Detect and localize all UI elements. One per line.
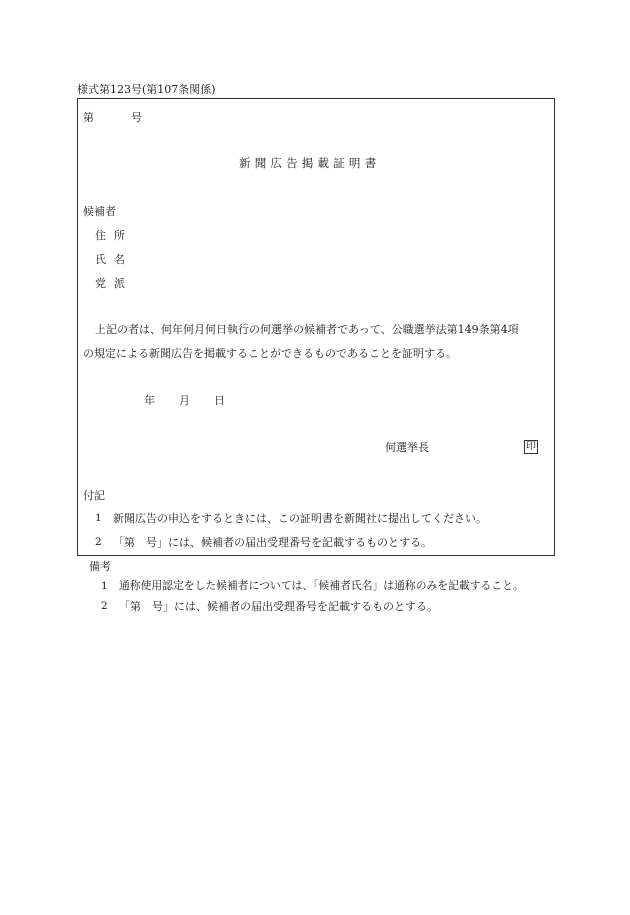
date-year-label: 年 (144, 394, 155, 407)
page-title: 新聞広告掲載証明書 (239, 156, 381, 170)
party-label: 党派 (95, 277, 133, 290)
form-number-label: 様式第123号(第107条関係) (77, 83, 216, 96)
appendix-item-number: 1 (95, 512, 102, 524)
remarks-item-text: 「第 号」には、候補者の届出受理番号を記載するものとする。 (119, 600, 438, 613)
name-label: 氏名 (95, 253, 133, 266)
seal-box: 印 (526, 441, 536, 452)
appendix-item-text: 「第 号」には、候補者の届出受理番号を記載するものとする。 (113, 536, 432, 549)
date-day-label: 日 (214, 394, 225, 407)
issuer-title: 何選挙長 (385, 441, 429, 454)
remarks-item-number: 2 (101, 600, 108, 612)
remarks-item-number: 1 (101, 580, 108, 592)
date-month-label: 月 (179, 394, 190, 407)
appendix-heading: 付記 (83, 489, 105, 502)
certificate-body-line-1: 上記の者は、何年何月何日執行の何選挙の候補者であって、公職選挙法第149条第4項 (95, 323, 519, 336)
appendix-item-text: 新聞広告の申込をするときには、この証明書を新聞社に提出してください。 (113, 512, 487, 525)
number-suffix: 号 (131, 111, 142, 124)
remarks-heading: 備考 (89, 560, 111, 573)
remarks-item-text: 通称使用認定をした候補者については、「候補者氏名」は通称のみを記載すること。 (119, 579, 524, 592)
candidate-heading: 候補者 (83, 205, 116, 218)
address-label: 住所 (95, 229, 133, 242)
certificate-body-line-2: の規定による新聞広告を掲載することができるものであることを証明する。 (83, 347, 457, 360)
number-prefix: 第 (83, 111, 94, 124)
appendix-item-number: 2 (95, 536, 102, 548)
